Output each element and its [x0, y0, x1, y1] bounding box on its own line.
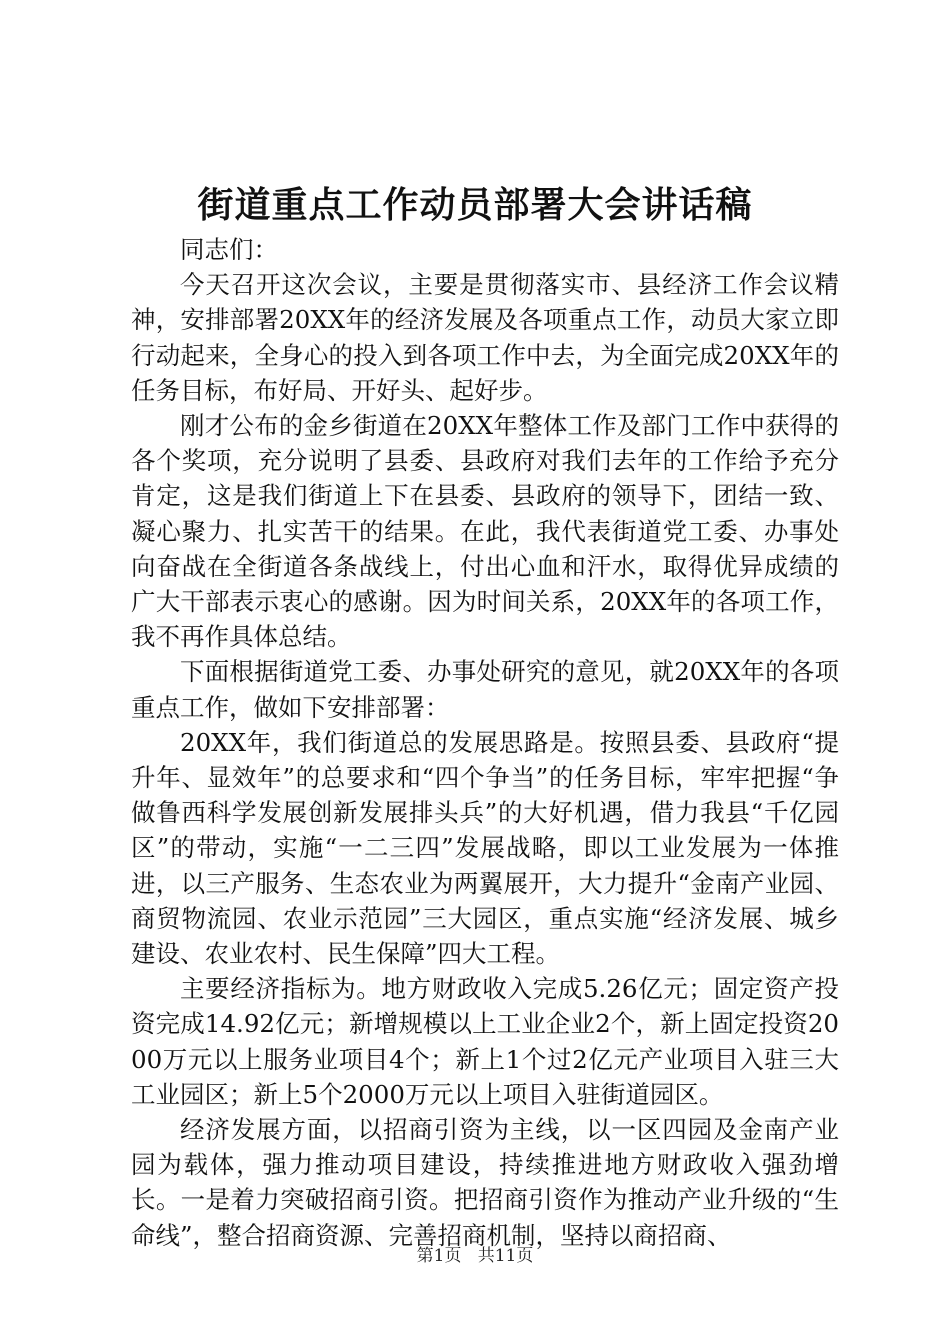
page-total: 共11页	[477, 1246, 534, 1266]
paragraph: 刚才公布的金乡街道在20XX年整体工作及部门工作中获得的各个奖项，充分说明了县委、县政府对我们去年的工作给予充分肯定，这是我们街道上下在县委、县政府的领导下，团结一致、凝心聚力、扎实苦干的结果。在此，我代表街道党工委、办事处向奋战在全街道各条战线上，付出心血和汗水，取得优异成绩的广大干部表示衷心的感谢。因为时间关系，20XX年的各项工作，我不再作具体总结。	[131, 411, 839, 652]
paragraph-salutation: 同志们：	[180, 235, 278, 264]
paragraph: 20XX年，我们街道总的发展思路是。按照县委、县政府“提升年、显效年”的总要求和“四个争当”的任务目标，牢牢把握“争做鲁西科学发展创新发展排头兵”的大好机遇，借力我县“千亿园区”的带动，实施“一二三四”发展战略，即以工业发展为一体推进，以三产服务、生态农业为两翼展开，大力提升“金南产业园、商贸物流园、农业示范园”三大园区，重点实施“经济发展、城乡建设、农业农村、民生保障”四大工程。	[131, 727, 839, 969]
footer-separator	[467, 1246, 472, 1266]
document-title: 街道重点工作动员部署大会讲话稿	[197, 184, 753, 226]
paragraph: 经济发展方面，以招商引资为主线，以一区四园及金南产业园为载体，强力推动项目建设，持续推进地方财政收入强劲增长。一是着力突破招商引资。把招商引资作为推动产业升级的“生命线”，整合招商资源、完善招商机制，坚持以商招商、	[131, 1115, 839, 1250]
page-footer	[0, 1244, 950, 1268]
page-number: 第1页	[416, 1246, 462, 1266]
document-body	[131, 232, 839, 1253]
paragraph: 今天召开这次会议，主要是贯彻落实市、县经济工作会议精神，安排部署20XX年的经济发展及各项重点工作，动员大家立即行动起来，全身心的投入到各项工作中去，为全面完成20XX年的任务目标，布好局、开好头、起好步。	[131, 270, 839, 405]
paragraph: 下面根据街道党工委、办事处研究的意见，就20XX年的各项重点工作，做如下安排部署：	[131, 657, 839, 722]
paragraph: 主要经济指标为。地方财政收入完成5.26亿元；固定资产投资完成14.92亿元；新增规模以上工业企业2个，新上固定投资2000万元以上服务业项目4个；新上1个过2亿元产业项目入驻三大工业园区；新上5个2000万元以上项目入驻街道园区。	[131, 974, 839, 1109]
